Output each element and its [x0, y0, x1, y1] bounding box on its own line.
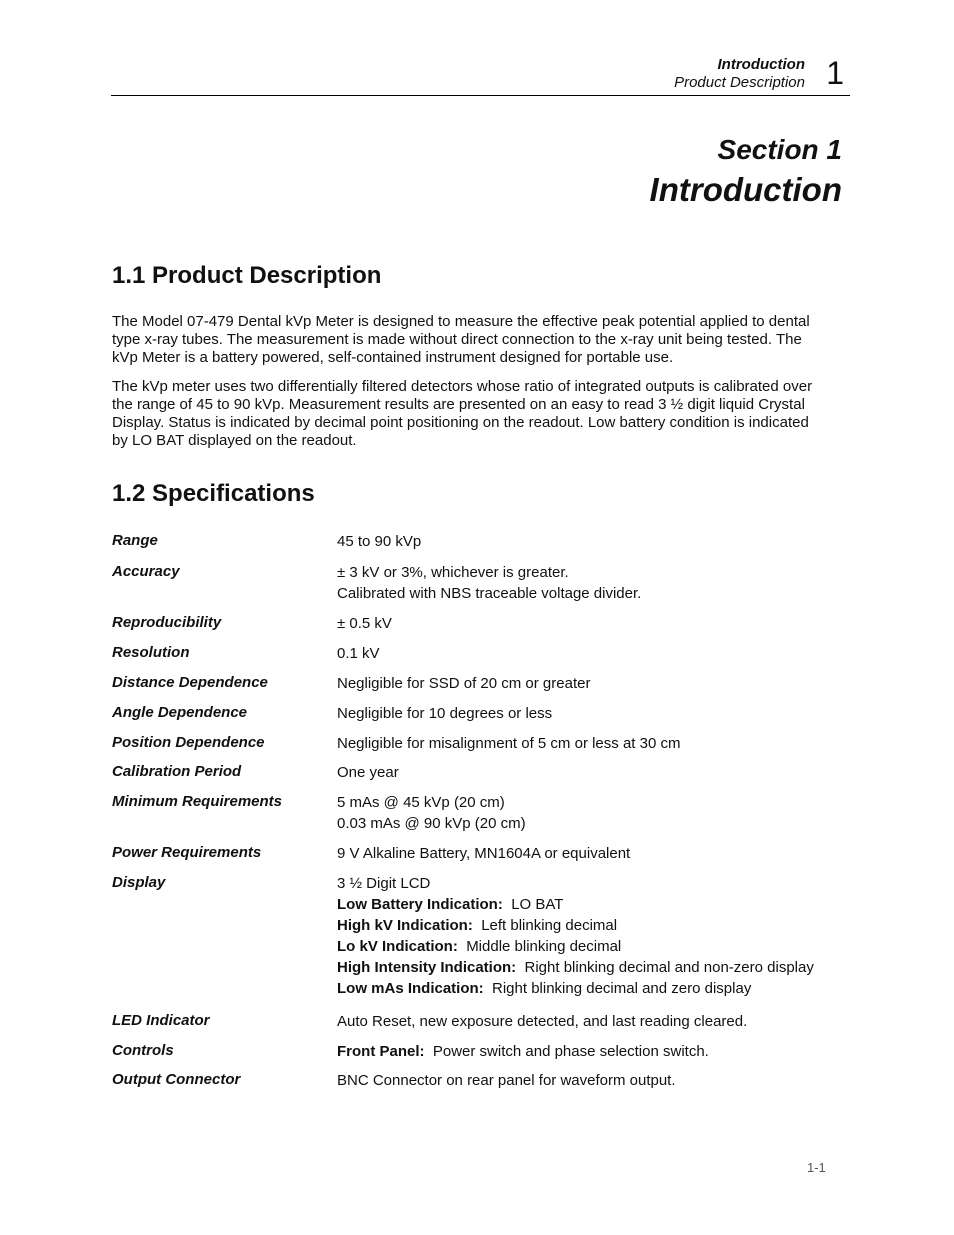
spec-label: Display — [112, 874, 166, 891]
spec-label: Reproducibility — [112, 614, 222, 631]
spec-value-line — [337, 843, 852, 864]
spec-value-text: BNC Connector on rear panel for waveform output. — [337, 1072, 676, 1089]
spec-value-text: Right blinking decimal and zero display — [492, 980, 752, 997]
running-header — [674, 56, 805, 92]
paragraph-line: type x-ray tubes. The measurement is made without direct connection to the x-ray unit being tested. The — [112, 331, 802, 348]
spec-value-line — [337, 936, 852, 957]
section-label: Section 1 — [717, 134, 842, 165]
section-title: Introduction — [649, 171, 842, 208]
spec-value-line — [337, 1070, 852, 1091]
spec-value-line — [337, 531, 852, 552]
spec-value-line — [337, 957, 852, 978]
spec-value-text: Calibrated with NBS traceable voltage divider. — [337, 585, 642, 602]
spec-label: Position Dependence — [112, 734, 265, 751]
spec-value-text: 0.1 kV — [337, 645, 380, 662]
spec-value — [337, 562, 852, 604]
spec-value-text: Negligible for 10 degrees or less — [337, 705, 553, 722]
spec-label: Calibration Period — [112, 763, 242, 780]
spec-value-line — [337, 613, 852, 634]
spec-label: Controls — [112, 1042, 174, 1059]
spec-value-line — [337, 1041, 852, 1062]
spec-value — [337, 873, 852, 999]
spec-value-text: Auto Reset, new exposure detected, and last reading cleared. — [337, 1013, 748, 1030]
paragraph-line: by LO BAT displayed on the readout. — [112, 432, 357, 449]
spec-value — [337, 531, 852, 552]
spec-value-emphasis: High Intensity Indication: — [337, 959, 517, 976]
spec-label: Range — [112, 532, 158, 549]
spec-value-text: 45 to 90 kVp — [337, 533, 422, 550]
spec-value-line — [337, 894, 852, 915]
spec-value-text: Middle blinking decimal — [466, 938, 622, 955]
spec-value — [337, 613, 852, 634]
spec-value-line — [337, 583, 852, 604]
spec-value — [337, 673, 852, 694]
spec-value-emphasis: Low mAs Indication: — [337, 980, 484, 997]
spec-value-text: 3 ½ Digit LCD — [337, 875, 431, 892]
paragraph-line: The kVp meter uses two differentially filtered detectors whose ratio of integrated outputs is calibrated over — [112, 378, 813, 395]
chapter-number: 1 — [826, 55, 844, 91]
paragraph-line: The Model 07-479 Dental kVp Meter is designed to measure the effective peak potential applied to dental — [112, 313, 810, 330]
spec-value-text: 5 mAs @ 45 kVp (20 cm) — [337, 794, 505, 811]
spec-value-line — [337, 792, 852, 813]
spec-value-text: 0.03 mAs @ 90 kVp (20 cm) — [337, 815, 526, 832]
spec-value-emphasis: Low Battery Indication: — [337, 896, 503, 913]
running-header-subtitle: Product Description — [674, 74, 805, 91]
spec-value-line — [337, 673, 852, 694]
spec-value — [337, 703, 852, 724]
spec-label: Distance Dependence — [112, 674, 268, 691]
paragraph-2 — [112, 378, 847, 450]
spec-value-text: Power switch and phase selection switch. — [432, 1043, 709, 1060]
spec-value-line — [337, 762, 852, 783]
spec-value-text: Negligible for misalignment of 5 cm or less at 30 cm — [337, 735, 681, 752]
spec-value-line — [337, 733, 852, 754]
spec-label: Minimum Requirements — [112, 793, 283, 810]
spec-value-line — [337, 873, 852, 894]
spec-value-text: Negligible for SSD of 20 cm or greater — [337, 675, 591, 692]
spec-value-line — [337, 915, 852, 936]
spec-value — [337, 733, 852, 754]
spec-value-text: 9 V Alkaline Battery, MN1604A or equivalent — [337, 845, 631, 862]
product-description-heading: 1.1 Product Description — [112, 262, 382, 289]
spec-value-emphasis: Lo kV Indication: — [337, 938, 458, 955]
spec-value-text: Right blinking decimal and non-zero display — [524, 959, 814, 976]
spec-label: Angle Dependence — [112, 704, 248, 721]
paragraph-line: the range of 45 to 90 kVp. Measurement results are presented on an easy to read 3 ½ digit liquid Crystal — [112, 396, 805, 413]
spec-label: Accuracy — [112, 563, 180, 580]
spec-value-text: ± 3 kV or 3%, whichever is greater. — [337, 564, 569, 581]
spec-value-text: ± 0.5 kV — [337, 615, 392, 632]
paragraph-line: Display. Status is indicated by decimal point positioning on the readout. Low battery condition is indicated — [112, 414, 809, 431]
page-number: 1-1 — [807, 1160, 826, 1175]
spec-label: LED Indicator — [112, 1012, 210, 1029]
spec-value-line — [337, 1011, 852, 1032]
header-rule — [111, 95, 850, 96]
paragraph-line: kVp Meter is a battery powered, self-contained instrument designed for portable use. — [112, 349, 674, 366]
spec-value — [337, 843, 852, 864]
spec-value-emphasis: Front Panel: — [337, 1043, 425, 1060]
paragraph-1 — [112, 313, 847, 367]
spec-value — [337, 1041, 852, 1062]
spec-value-line — [337, 978, 852, 999]
spec-value-line — [337, 562, 852, 583]
spec-value — [337, 1070, 852, 1091]
spec-value-line — [337, 813, 852, 834]
spec-value — [337, 643, 852, 664]
spec-label: Output Connector — [112, 1071, 241, 1088]
spec-value-text: One year — [337, 764, 399, 781]
spec-value-text: Left blinking decimal — [481, 917, 618, 934]
spec-value — [337, 792, 852, 834]
spec-label: Resolution — [112, 644, 190, 661]
specifications-heading: 1.2 Specifications — [112, 480, 315, 507]
spec-value — [337, 762, 852, 783]
spec-value-text: LO BAT — [511, 896, 564, 913]
spec-value-emphasis: High kV Indication: — [337, 917, 473, 934]
spec-value-line — [337, 643, 852, 664]
running-header-title: Introduction — [717, 56, 805, 73]
spec-value — [337, 1011, 852, 1032]
spec-label: Power Requirements — [112, 844, 262, 861]
spec-value-line — [337, 703, 852, 724]
